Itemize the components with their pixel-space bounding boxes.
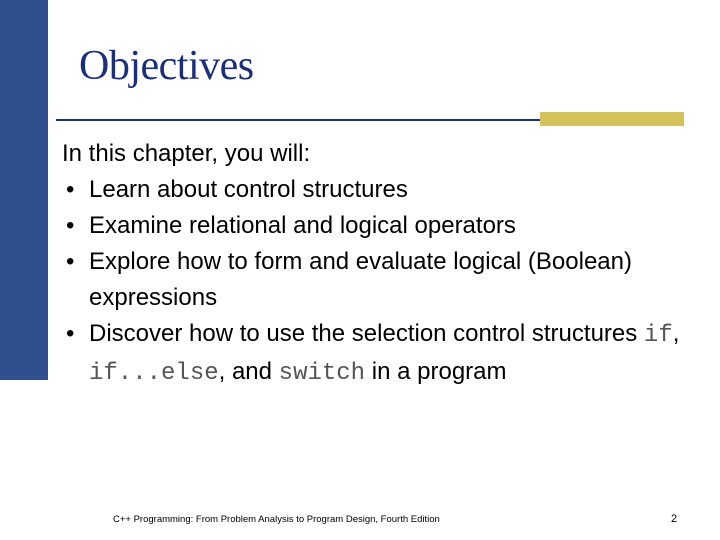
title-rule-accent [540,112,684,126]
bullet-text: Learn about control structures [89,176,408,203]
bullet-text: Examine relational and logical operators [89,212,516,239]
code-keyword-if: if [643,322,673,349]
bullet-text: Discover how to use the selection control structures [89,320,644,347]
slide-title: Objectives [79,43,254,89]
bullet-text: in a program [365,358,507,385]
bullet-text: Explore how to form and evaluate logical (Boolean) expressions [89,248,632,311]
page-number: 2 [671,513,678,525]
bullet-text: , and [218,358,279,385]
left-accent-bar [0,0,48,380]
bullet-item [62,172,702,208]
bullet-item [62,244,702,316]
intro-text: In this chapter, you will: [62,140,311,167]
bullet-list [62,172,702,392]
bullet-item [62,316,702,392]
code-keyword-if-else: if...else [89,360,219,387]
bullet-text: , [672,320,680,347]
slide-content [62,136,702,392]
bullet-item [62,208,702,244]
code-keyword-switch: switch [278,360,366,387]
footer-text: C++ Programming: From Problem Analysis to Program Design, Fourth Edition [113,514,440,525]
